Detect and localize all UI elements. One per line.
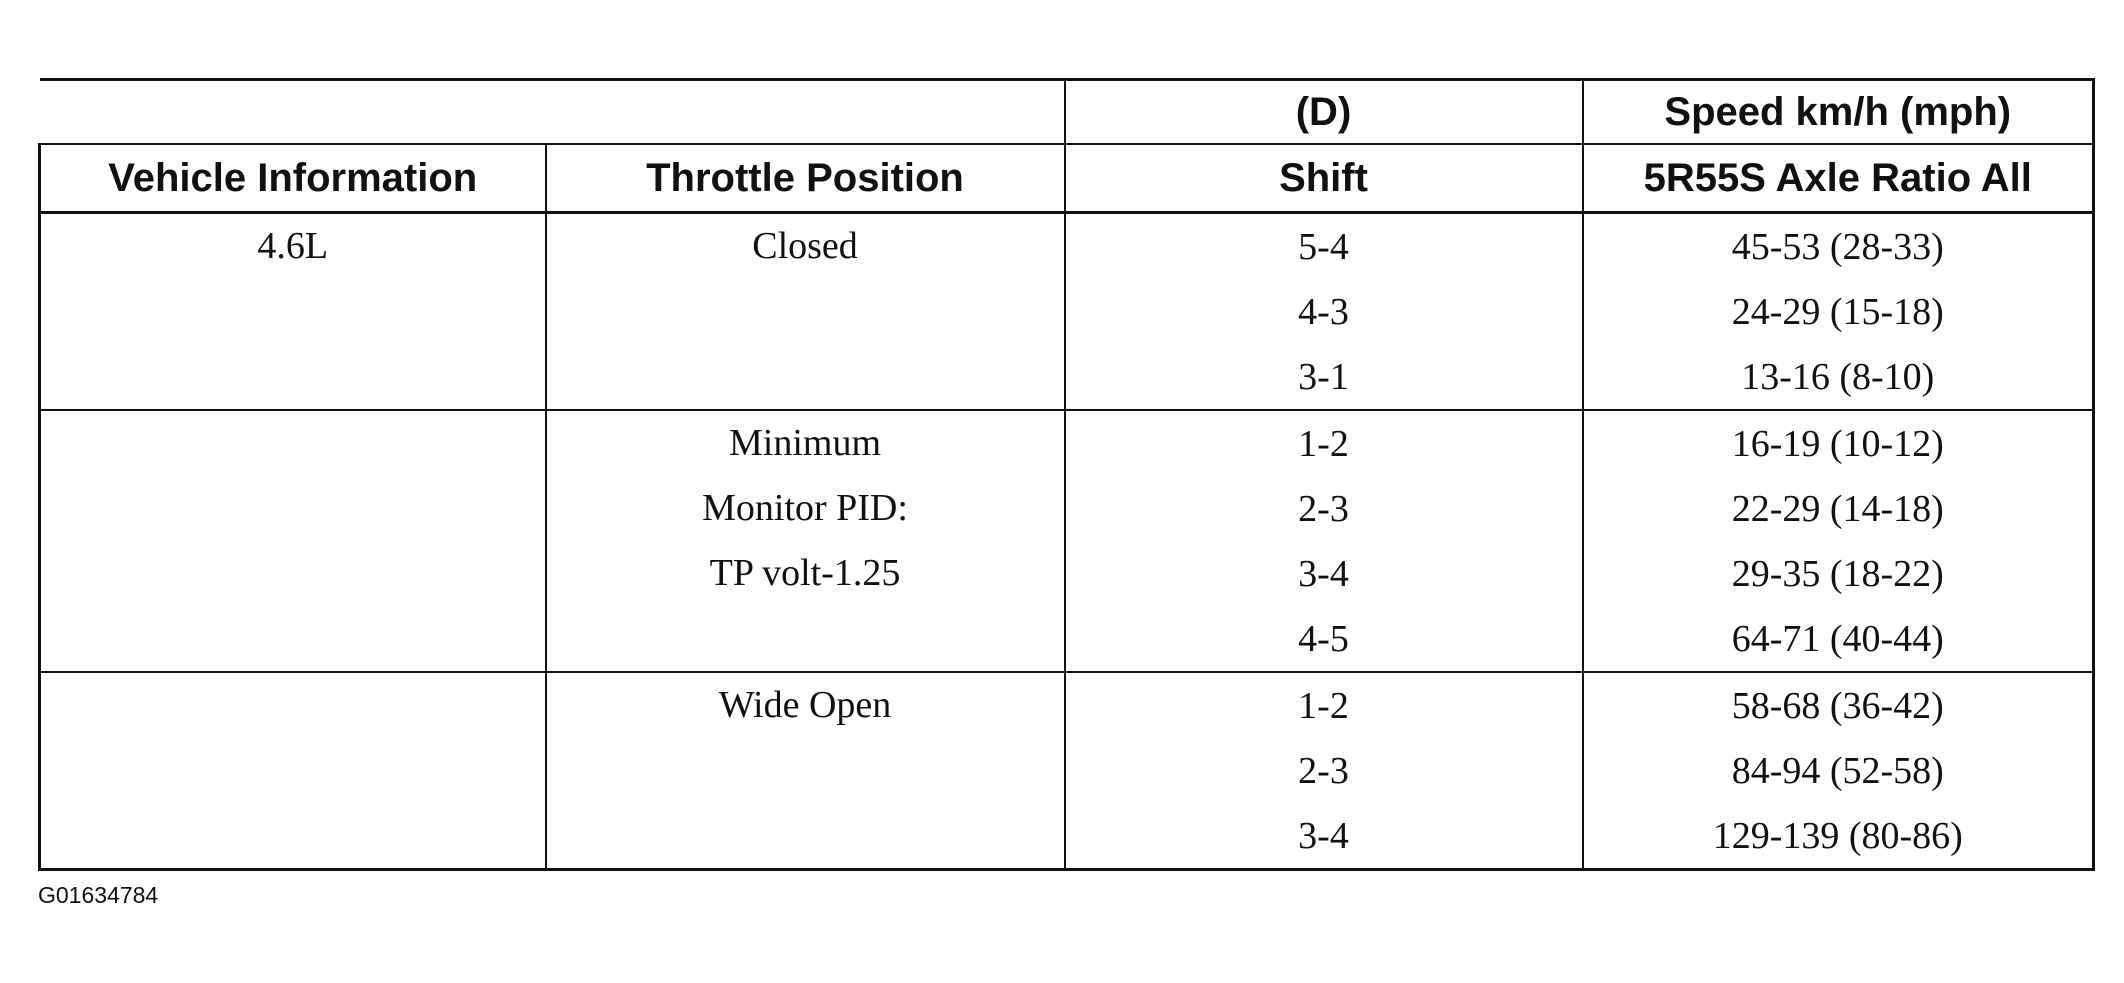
shift-cell: 3-4 [1065, 541, 1583, 606]
header-throttle-position: Throttle Position [546, 144, 1065, 213]
throttle-position-text: Wide Open [718, 684, 892, 726]
table-row [40, 410, 2094, 476]
speed-cell: 16-19 (10-12) [1583, 410, 2094, 476]
header-axle-ratio: 5R55S Axle Ratio All [1583, 144, 2094, 213]
throttle-position-cell [546, 213, 1065, 411]
header-row-bottom [40, 144, 2094, 213]
shift-cell: 3-1 [1065, 344, 1583, 410]
header-speed-top: Speed km/h (mph) [1583, 80, 2094, 145]
throttle-position-text: Closed [752, 225, 858, 267]
vehicle-information-cell [40, 213, 546, 411]
throttle-position-text: TP volt-1.25 [709, 552, 901, 594]
speed-cell: 22-29 (14-18) [1583, 476, 2094, 541]
header-shift: Shift [1065, 144, 1583, 213]
table-body [40, 213, 2094, 870]
shift-cell: 2-3 [1065, 738, 1583, 803]
throttle-position-text: Monitor PID: [702, 487, 908, 529]
throttle-position-cell [546, 410, 1065, 672]
speed-cell: 84-94 (52-58) [1583, 738, 2094, 803]
table-head [40, 80, 2094, 213]
throttle-position-text: Minimum [728, 422, 882, 464]
shift-cell: 1-2 [1065, 672, 1583, 738]
shift-cell: 2-3 [1065, 476, 1583, 541]
vehicle-information-cell [40, 672, 546, 870]
table-row [40, 213, 2094, 280]
vehicle-information-text [41, 673, 545, 738]
table-row [40, 672, 2094, 738]
vehicle-information-text: 4.6L [257, 225, 329, 267]
speed-cell: 64-71 (40-44) [1583, 606, 2094, 672]
header-blank-cell [40, 80, 1065, 145]
shift-speed-table [38, 78, 2095, 871]
shift-cell: 5-4 [1065, 213, 1583, 280]
speed-cell: 13-16 (8-10) [1583, 344, 2094, 410]
shift-cell: 1-2 [1065, 410, 1583, 476]
header-shift-top: (D) [1065, 80, 1583, 145]
header-vehicle-information: Vehicle Information [40, 144, 546, 213]
vehicle-information-text [41, 411, 545, 476]
speed-cell: 45-53 (28-33) [1583, 213, 2094, 280]
vehicle-information-cell [40, 410, 546, 672]
speed-cell: 58-68 (36-42) [1583, 672, 2094, 738]
shift-cell: 4-3 [1065, 279, 1583, 344]
speed-cell: 24-29 (15-18) [1583, 279, 2094, 344]
throttle-position-cell [546, 672, 1065, 870]
figure-id: G01634784 [38, 882, 159, 908]
speed-cell: 29-35 (18-22) [1583, 541, 2094, 606]
shift-cell: 3-4 [1065, 803, 1583, 870]
header-row-top [40, 80, 2094, 145]
shift-cell: 4-5 [1065, 606, 1583, 672]
speed-cell: 129-139 (80-86) [1583, 803, 2094, 870]
